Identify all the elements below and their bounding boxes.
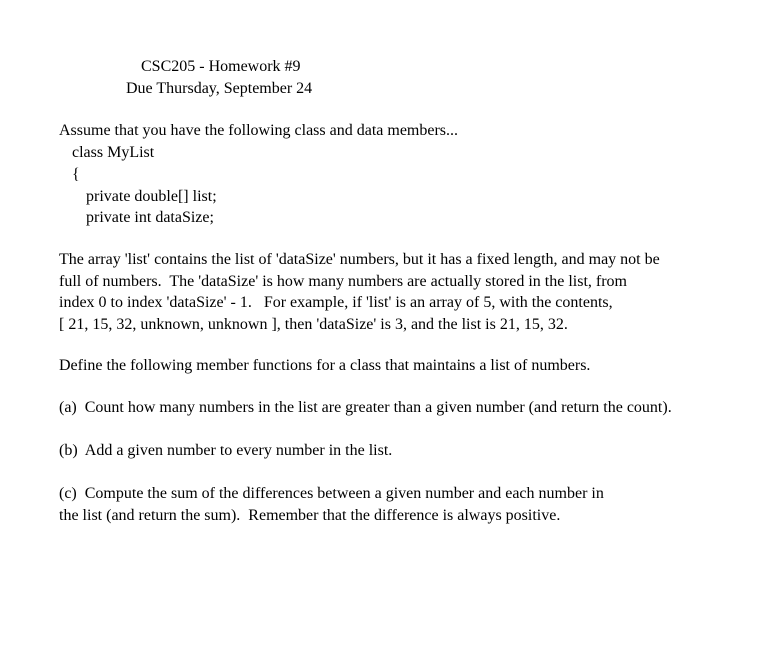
task-intro: Define the following member functions for a class that maintains a list of numbers. [59,357,591,374]
code-open-brace: { [72,166,80,183]
code-member-datasize: private int dataSize; [86,209,214,226]
description-line-3: index 0 to index 'dataSize' - 1. For example, if 'list' is an array of 5, with the contents, [59,294,613,311]
description-line-2: full of numbers. The 'dataSize' is how many numbers are actually stored in the list, from [59,273,627,290]
task-a: (a) Count how many numbers in the list are greater than a given number (and return the count). [59,399,672,416]
intro-text: Assume that you have the following class and data members... [59,122,459,139]
task-b: (b) Add a given number to every number in the list. [59,442,393,459]
description-line-4: [ 21, 15, 32, unknown, unknown ], then 'dataSize' is 3, and the list is 21, 15, 32. [59,316,568,333]
due-date: Due Thursday, September 24 [126,80,313,97]
code-class-declaration: class MyList [72,144,155,161]
task-c-line-2: the list (and return the sum). Remember that the difference is always positive. [59,507,561,524]
course-title: CSC205 - Homework #9 [141,58,301,75]
task-c-line-1: (c) Compute the sum of the differences between a given number and each number in [59,485,604,502]
description-line-1: The array 'list' contains the list of 'dataSize' numbers, but it has a fixed length, and may not be [59,251,660,268]
code-member-list: private double[] list; [86,188,217,205]
